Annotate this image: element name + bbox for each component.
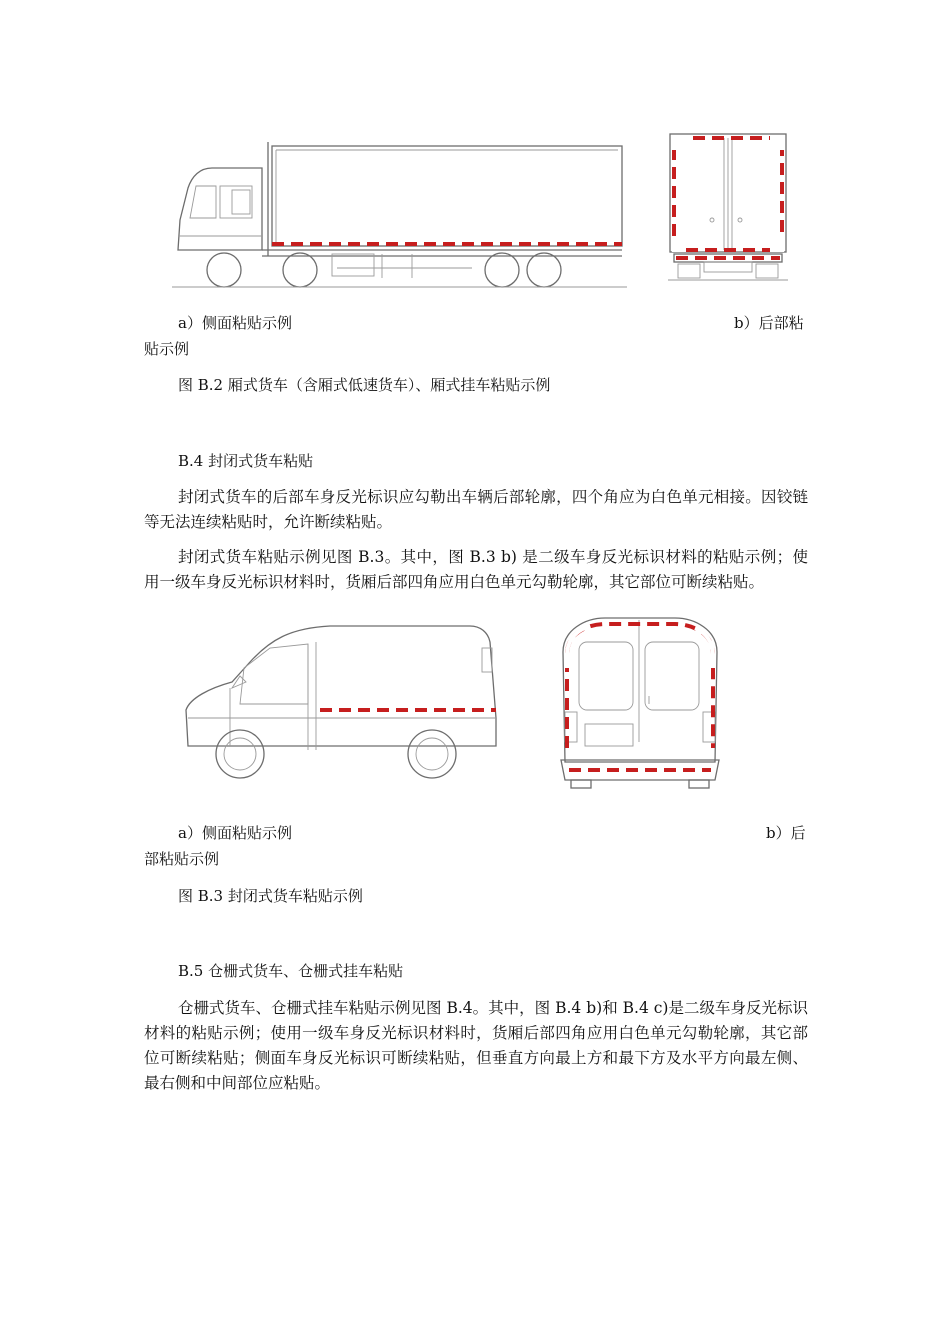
section-b5-heading: B.5 仓栅式货车、仓栅式挂车粘贴 [178, 962, 404, 980]
section-b4-heading: B.4 封闭式货车粘贴 [178, 452, 314, 470]
figure-b3-caption-b: b）后 [766, 824, 806, 842]
figure-b3-caption-a: a）侧面粘贴示例 [178, 824, 292, 842]
section-b4-paragraph-1: 封闭式货车的后部车身反光标识应勾勒出车辆后部轮廓，四个角应为白色单元相接。因铰链等无法连续粘贴时，允许断续粘贴。 [144, 488, 808, 531]
figure-b2-caption-b-continued: 贴示例 [144, 340, 190, 358]
section-b4-paragraph-2: 封闭式货车粘贴示例见图 B.3。其中，图 B.3 b) 是二级车身反光标识材料的粘贴示例；使用一级车身反光标识材料时，货厢后部四角应用白色单元勾勒轮廓，其它部位可断续粘贴。 [144, 548, 808, 591]
van-rear-reflective-outline [567, 624, 713, 748]
box-truck-rear-figure [664, 128, 792, 290]
van-side-figure [180, 618, 502, 790]
section-b5-paragraph-1: 仓栅式货车、仓栅式挂车粘贴示例见图 B.4。其中，图 B.4 b)和 B.4 c)是二级车身反光标识材料的粘贴示例；使用一级车身反光标识材料时，货厢后部四角应用白色单元勾勒轮廓，其它部位可断续粘贴；侧面车身反光标识可断续粘贴，但垂直方向最上方和最下方及水平方向最左侧、最右侧和中间部位应粘贴。 [144, 999, 808, 1092]
figure-b3-title: 图 B.3 封闭式货车粘贴示例 [178, 887, 363, 905]
van-rear-figure [555, 612, 725, 792]
figure-b2-caption-b: b）后部粘 [734, 314, 804, 332]
figure-b2-caption-a: a）侧面粘贴示例 [178, 314, 292, 332]
box-truck-side-figure [172, 138, 627, 290]
figure-b2-title: 图 B.2 厢式货车（含厢式低速货车）、厢式挂车粘贴示例 [178, 376, 551, 394]
figure-b3-caption-b-continued: 部粘贴示例 [144, 850, 220, 868]
